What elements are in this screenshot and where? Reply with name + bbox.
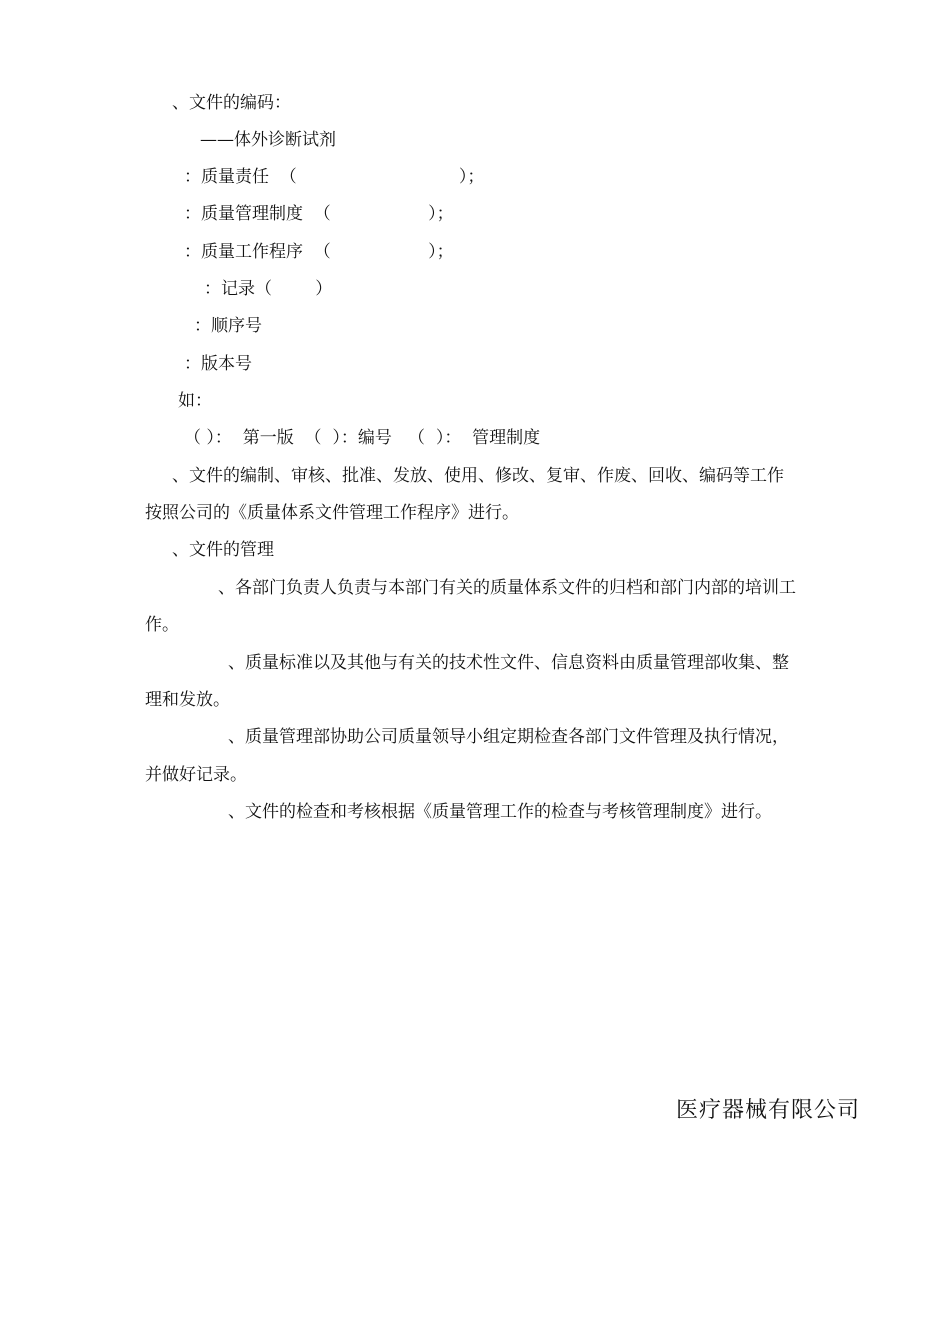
paragraph-3-line-2: 理和发放。 — [145, 690, 230, 710]
coding-item-quality-procedure: ：质量工作程序 （ ）； — [184, 242, 454, 262]
paragraph-5: 、文件的检查和考核根据《质量管理工作的检查与考核管理制度》进行。 — [228, 802, 772, 822]
coding-item-sequence: ：顺序号 — [194, 316, 262, 336]
dash-line: ——体外诊断试剂 — [200, 130, 336, 150]
example-label: 如： — [178, 391, 212, 411]
coding-item-version: ：版本号 — [184, 354, 252, 374]
coding-item-quality-policy: ：质量管理制度 （ ）； — [184, 204, 454, 224]
section-coding-heading: 、文件的编码： — [172, 93, 291, 113]
paragraph-3-line-1: 、质量标准以及其他与有关的技术性文件、信息资料由质量管理部收集、整 — [228, 653, 789, 673]
coding-item-record: ：记录（ ） — [204, 279, 333, 299]
paragraph-4-line-2: 并做好记录。 — [145, 765, 247, 785]
paragraph-1-line-1: 、文件的编制、审核、批准、发放、使用、修改、复审、作废、回收、编码等工作 — [172, 466, 784, 486]
paragraph-1-line-2: 按照公司的《质量体系文件管理工作程序》进行。 — [145, 503, 519, 523]
section-management-heading: 、文件的管理 — [172, 540, 274, 560]
paragraph-4-line-1: 、质量管理部协助公司质量领导小组定期检查各部门文件管理及执行情况， — [228, 727, 789, 747]
coding-item-quality-responsibility: ：质量责任 （ ）； — [184, 167, 485, 187]
paragraph-2-line-2: 作。 — [145, 615, 179, 635]
company-name: 医疗器械有限公司 — [675, 1098, 860, 1123]
paragraph-2-line-1: 、各部门负责人负责与本部门有关的质量体系文件的归档和部门内部的培训工 — [218, 578, 796, 598]
example-line: （ ）： 第一版 （ ）：编号 （ ）： 管理制度 — [184, 428, 541, 448]
